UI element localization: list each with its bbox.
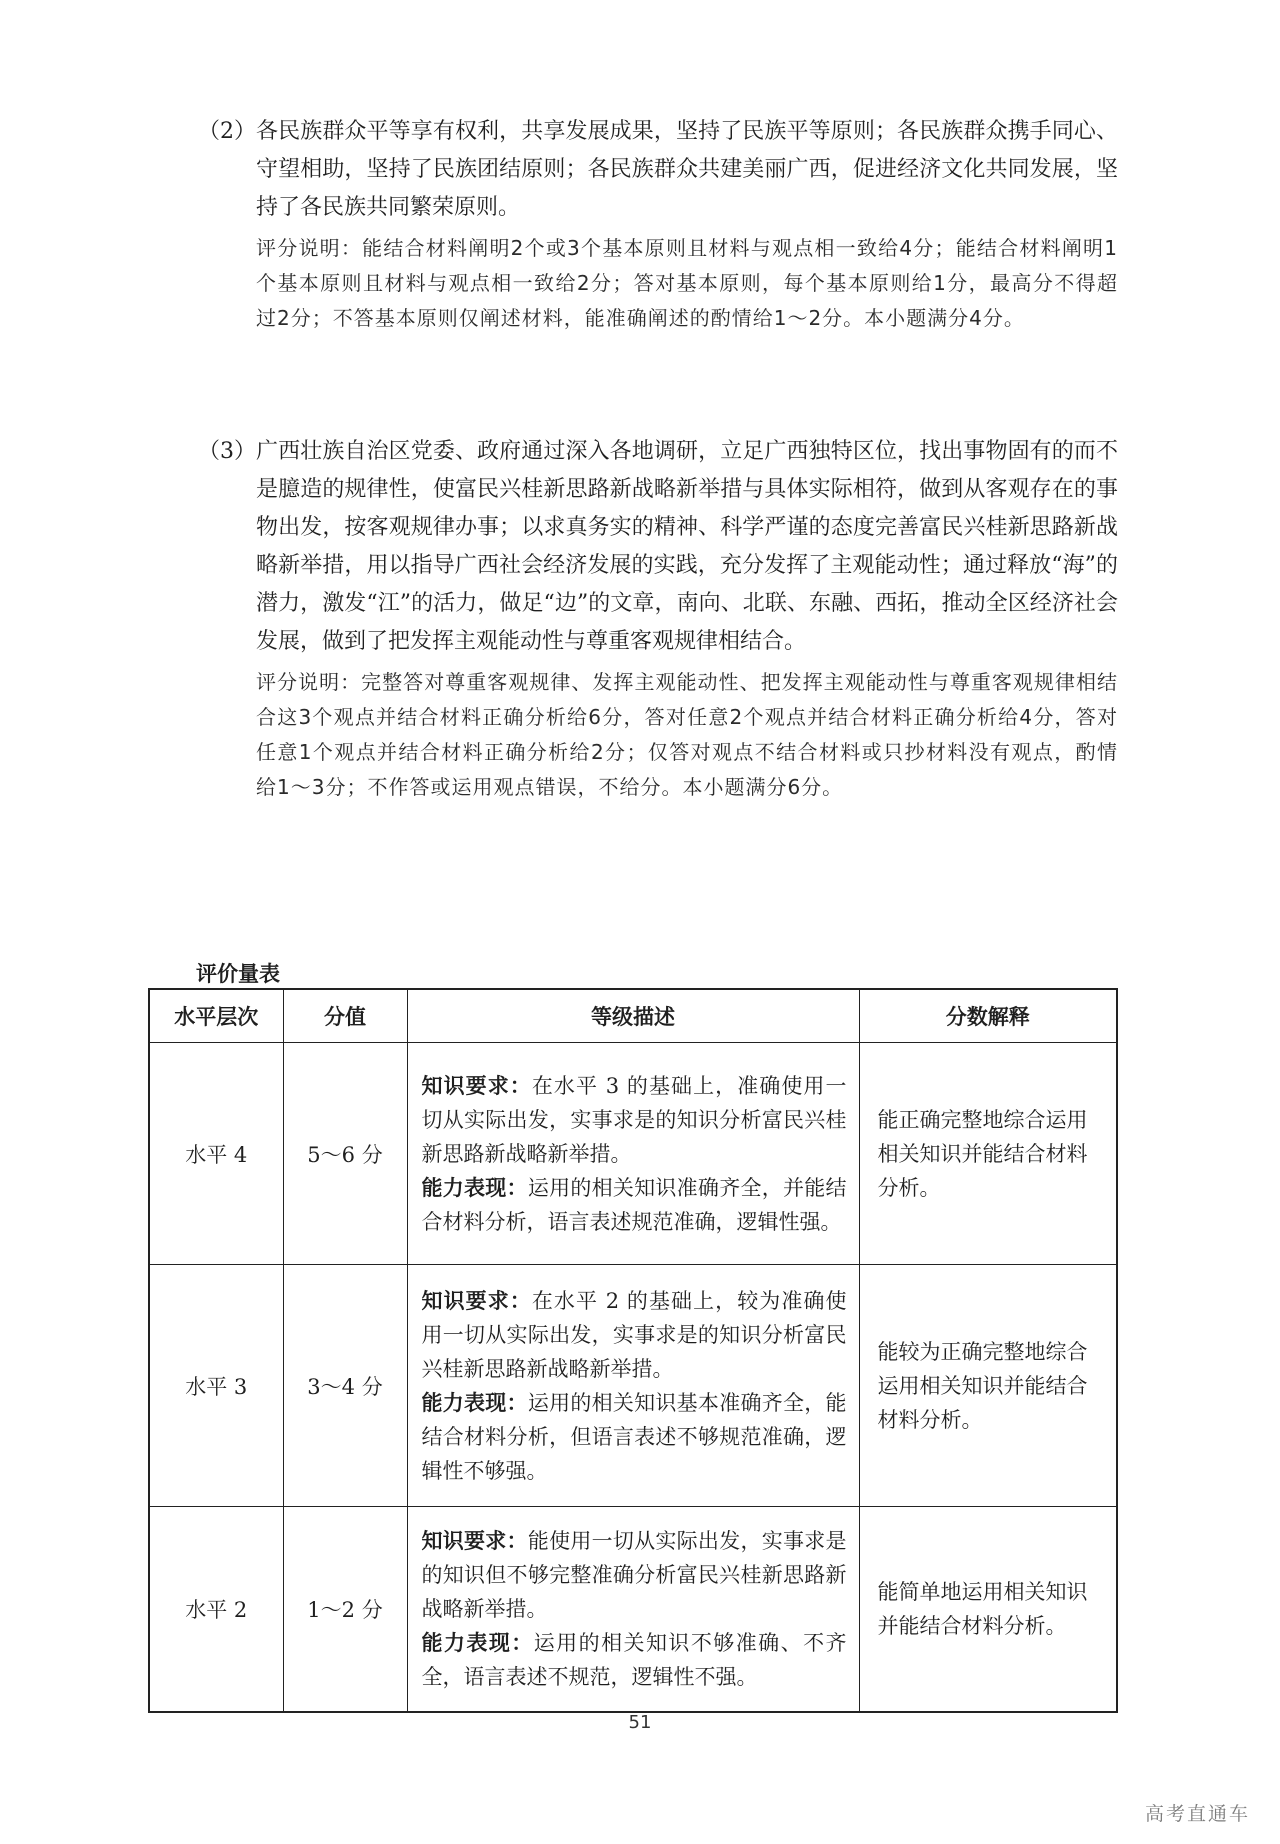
table-row xyxy=(149,1043,1117,1265)
knowledge-label: 知识要求： xyxy=(421,1529,528,1553)
header-description: 等级描述 xyxy=(407,989,859,1043)
knowledge-text: 能使用一切从实际出发，实事求是的知识但不够完整准确分析富民兴桂新思路新战略新举措。 xyxy=(421,1529,847,1621)
explanation-cell: 能简单地运用相关知识并能结合材料分析。 xyxy=(859,1507,1117,1713)
header-level: 水平层次 xyxy=(149,989,283,1043)
rubric-header-row xyxy=(149,989,1117,1043)
ability-text: 运用的相关知识基本准确齐全，能结合材料分析，但语言表述不够规范准确，逻辑性不够强。 xyxy=(421,1390,847,1483)
answer-2-text: 各民族群众平等享有权利，共享发展成果，坚持了民族平等原则；各民族群众携手同心、守望相助，坚持了民族团结原则；各民族群众共建美丽广西，促进经济文化共同发展，坚持了各民族共同繁荣原则。 xyxy=(256,119,1118,220)
description-cell xyxy=(407,1043,859,1265)
answer-2-number: （2） xyxy=(198,119,256,144)
knowledge-text: 在水平 2 的基础上，较为准确使用一切从实际出发，实事求是的知识分析富民兴桂新思路新战略新举措。 xyxy=(421,1288,847,1381)
rubric-title: 评价量表 xyxy=(196,962,280,986)
table-row xyxy=(149,1265,1117,1507)
answer-3 xyxy=(198,433,1118,661)
ability-text: 运用的相关知识不够准确、不齐全，语言表述不规范，逻辑性不强。 xyxy=(421,1631,847,1689)
level-cell: 水平 3 xyxy=(149,1265,283,1507)
answer-3-number: （3） xyxy=(198,439,256,464)
description-cell xyxy=(407,1507,859,1713)
answer-3-text: 广西壮族自治区党委、政府通过深入各地调研，立足广西独特区位，找出事物固有的而不是臆造的规律性，使富民兴桂新思路新战略新举措与具体实际相符，做到从客观存在的事物出发，按客观规律办事；以求真务实的精神、科学严谨的态度完善富民兴桂新思路新战略新举措，用以指导广西社会经济发展的实践，充分发挥了主观能动性；通过释放“海”的潜力，激发“江”的活力，做足“边”的文章，南向、北联、东融、西拓，推动全区经济社会发展，做到了把发挥主观能动性与尊重客观规律相结合。 xyxy=(256,439,1118,654)
level-cell: 水平 2 xyxy=(149,1507,283,1713)
answer-2-scoring-note: 评分说明：能结合材料阐明2个或3个基本原则且材料与观点相一致给4分；能结合材料阐明1个基本原则且材料与观点相一致给2分；答对基本原则，每个基本原则给1分，最高分不得超过2分；不答基本原则仅阐述材料，能准确阐述的酌情给1～2分。本小题满分4分。 xyxy=(256,236,1118,330)
score-cell: 3～4 分 xyxy=(283,1265,407,1507)
description-cell xyxy=(407,1265,859,1507)
page-number: 51 xyxy=(628,1712,652,1733)
explanation-cell: 能较为正确完整地综合运用相关知识并能结合材料分析。 xyxy=(859,1265,1117,1507)
explanation-cell: 能正确完整地综合运用相关知识并能结合材料分析。 xyxy=(859,1043,1117,1265)
knowledge-label: 知识要求： xyxy=(421,1073,532,1098)
rubric-table xyxy=(148,988,1118,1713)
ability-label: 能力表现： xyxy=(421,1390,528,1415)
ability-label: 能力表现： xyxy=(421,1631,534,1655)
answer-3-scoring-note: 评分说明：完整答对尊重客观规律、发挥主观能动性、把发挥主观能动性与尊重客观规律相结合这3个观点并结合材料正确分析给6分，答对任意2个观点并结合材料正确分析给4分，答对任意1个观点并结合材料正确分析给2分；仅答对观点不结合材料或只抄材料没有观点，酌情给1～3分；不作答或运用观点错误，不给分。本小题满分6分。 xyxy=(256,670,1118,799)
level-cell: 水平 4 xyxy=(149,1043,283,1265)
answer-3-block xyxy=(198,433,1118,805)
header-score: 分值 xyxy=(283,989,407,1043)
header-explanation: 分数解释 xyxy=(859,989,1117,1043)
answer-2-block xyxy=(198,113,1118,336)
watermark: 高考直通车 xyxy=(1144,1803,1250,1825)
answer-2 xyxy=(198,113,1118,227)
ability-text: 运用的相关知识准确齐全，并能结合材料分析，语言表述规范准确，逻辑性强。 xyxy=(421,1175,847,1234)
ability-label: 能力表现： xyxy=(421,1175,528,1200)
knowledge-label: 知识要求： xyxy=(421,1288,532,1313)
score-cell: 1～2 分 xyxy=(283,1507,407,1713)
score-cell: 5～6 分 xyxy=(283,1043,407,1265)
knowledge-text: 在水平 3 的基础上，准确使用一切从实际出发，实事求是的知识分析富民兴桂新思路新战略新举措。 xyxy=(421,1073,847,1166)
table-row xyxy=(149,1507,1117,1713)
